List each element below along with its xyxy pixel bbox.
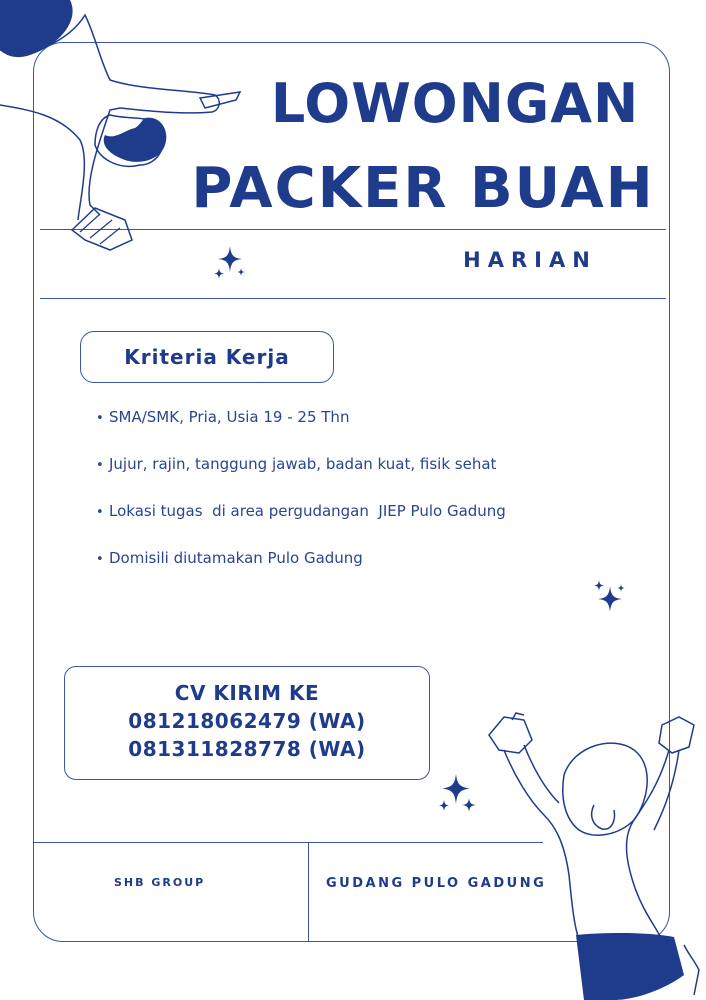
phone-number-2[interactable]: 081311828778 (WA) xyxy=(128,737,366,761)
bullet-icon: • xyxy=(96,458,104,473)
sparkle-icon xyxy=(212,246,248,282)
list-item-text: Domisili diutamakan Pulo Gadung xyxy=(109,549,363,567)
title-line-2: PACKER BUAH xyxy=(191,156,655,221)
divider-header xyxy=(40,298,666,299)
list-item-text: Jujur, rajin, tanggung jawab, badan kuat, fisik sehat xyxy=(109,455,497,473)
person-cheering-illustration xyxy=(484,705,706,1000)
bullet-icon: • xyxy=(96,411,104,426)
contact-box xyxy=(64,666,430,780)
sparkle-icon xyxy=(592,580,628,616)
list-item xyxy=(96,499,506,546)
footer-separator xyxy=(308,842,309,941)
contact-heading: CV KIRIM KE xyxy=(174,681,320,705)
bullet-icon: • xyxy=(96,505,104,520)
divider-footer xyxy=(33,842,543,843)
person-reading-illustration xyxy=(0,0,250,260)
list-item xyxy=(96,452,506,499)
criteria-list xyxy=(96,405,506,593)
phone-number-1[interactable]: 081218062479 (WA) xyxy=(128,709,366,733)
list-item xyxy=(96,546,506,593)
title-line-1: LOWONGAN xyxy=(270,72,640,135)
criteria-heading-box xyxy=(80,331,334,383)
bullet-icon: • xyxy=(96,552,104,567)
criteria-heading: Kriteria Kerja xyxy=(124,345,290,369)
list-item-text: SMA/SMK, Pria, Usia 19 - 25 Thn xyxy=(109,408,350,426)
list-item-text: Lokasi tugas di area pergudangan JIEP Pulo Gadung xyxy=(109,502,506,520)
sparkle-icon xyxy=(436,774,478,816)
list-item xyxy=(96,405,506,452)
subtitle: HARIAN xyxy=(463,248,597,272)
footer-company: SHB GROUP xyxy=(114,876,206,889)
footer-location: GUDANG PULO GADUNG xyxy=(326,876,547,891)
